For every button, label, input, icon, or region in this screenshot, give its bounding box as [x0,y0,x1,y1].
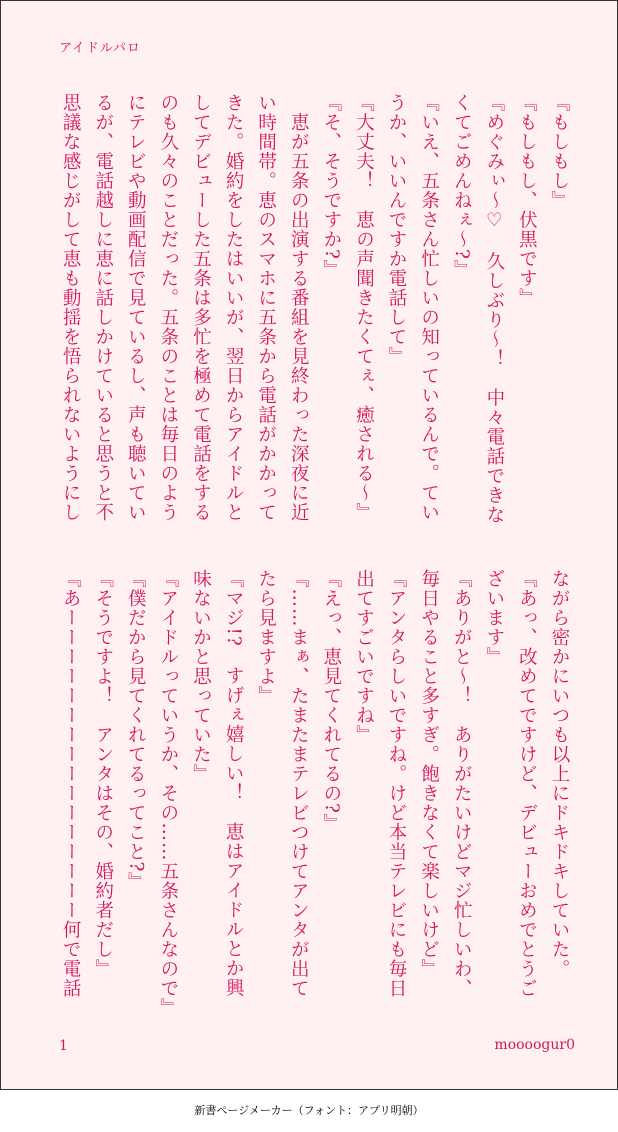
text-line: 恵が五条の出演する番組を見終わった深夜に近 [288,93,310,522]
text-line: 毎日やること多すぎ。飽きなくて楽しいけど』 [418,569,440,979]
page-number: 1 [59,1038,68,1054]
text-line: い時間帯。恵のスマホに五条から電話がかかって [255,93,277,522]
text-line: してデビューした五条は多忙を極めて電話をする [190,93,212,522]
lower-text-block [54,569,576,1018]
text-line: くてごめんねぇ〜?』 [451,93,473,280]
text-line: きた。婚約をしたはいいが、翌日からアイドルと [223,93,245,522]
text-line: 思議な感じがして恵も動揺を悟られないようにし [60,93,82,522]
text-line: 『えっ、恵見てくれてるの?』 [320,569,342,834]
text-line: 味ないかと思っていた』 [190,569,212,784]
text-line: 『アンタらしいですね。けど本当テレビにも毎日 [386,569,408,998]
generator-caption: 新書ページメーカー（フォント：アプリ明朝） [194,1104,424,1117]
text-line: 『マジ!? すげぇ嬉しい！ 恵はアイドルとか興 [223,569,245,998]
text-line: 『大丈夫！ 恵の声聞きたくてぇ、癒される〜』 [353,93,375,522]
text-line: 『そうですよ！ アンタはその、婚約者だし』 [92,569,114,979]
text-line: るが、電話越しに恵に話しかけていると思うと不 [92,93,114,522]
text-line: 『アイドルっていうか、その……五条さんなので』 [157,569,179,1018]
text-line: たら見ますよ』 [255,569,277,706]
text-line: のも久々のことだった。五条のことは毎日のよう [157,93,179,522]
text-line: 『めぐみぃ〜♡ 久しぶり〜！ 中々電話できな [483,93,505,525]
text-line: 『あっ、改めてですけど、デビューおめでとうご [516,569,538,998]
author-name: moooogur0 [494,1037,575,1053]
upper-text-block [54,93,576,523]
text-line: 『ありがと〜！ ありがたいけどマジ忙しいわ、 [451,569,473,998]
text-line: 『……まぁ、たまたまテレビつけてアンタが出て [288,569,310,998]
text-line: 『あーーーーーーーーーーーーーーーー何で電話 [60,569,82,998]
text-line: ながら密かにいつも以上にドキドキしていた。 [549,569,570,979]
text-line: にテレビや動画配信で見ているし、声も聴いてい [125,93,147,522]
text-line: ざいます』 [483,569,505,667]
text-line: 『僕だから見てくれてるってこと?』 [125,569,147,892]
page-title: アイドルパロ [59,41,141,56]
text-line: 出てすごいですね』 [353,569,375,745]
text-line: 『そ、そうですか?』 [320,93,342,280]
text-line: 『もしもし、伏黒です』 [516,93,538,308]
text-line: 『もしもし』 [549,93,570,210]
text-line: 『いえ、五条さん忙しいの知っているんで。てい [418,93,440,522]
text-line: うか、いいんですか電話して』 [386,93,408,366]
